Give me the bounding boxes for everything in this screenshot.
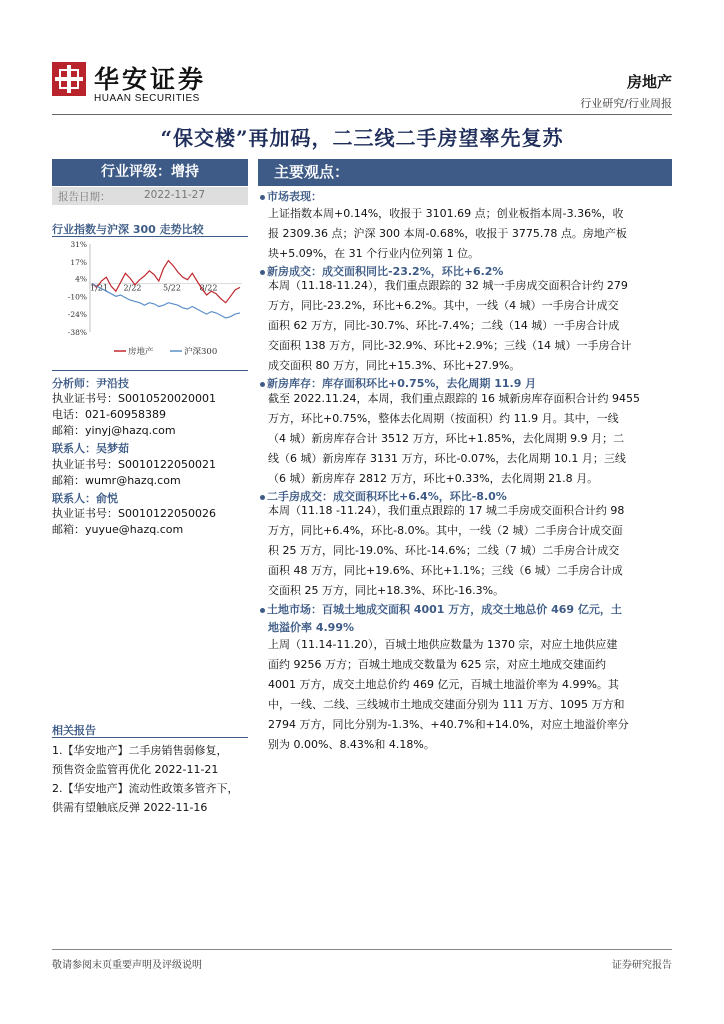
x-tick-label: 2/22 bbox=[123, 283, 142, 293]
section-newhome-body bbox=[268, 276, 672, 376]
section-resale-title-text: 二手房成交：成交面积环比+6.4%，环比-8.0% bbox=[267, 490, 507, 503]
body-line: （6 城）新房库存 2812 万方，环比+0.33%，去化周期 21.8 月。 bbox=[268, 472, 599, 485]
y-tick-label: -38% bbox=[67, 328, 87, 337]
report-type-label: 行业研究/行业周报 bbox=[580, 97, 672, 110]
body-line: 截至 2022.11.24，本周，我们重点跟踪的 16 城新房库存面积合计约 9455 bbox=[268, 392, 640, 405]
body-line: 面约 9256 万方；百城土地成交数量为 625 宗，对应土地成交建面约 bbox=[268, 658, 606, 671]
y-tick-label: 31% bbox=[70, 240, 87, 249]
index-comparison-chart bbox=[52, 236, 248, 366]
related-report-2-line1[interactable]: 2.【华安地产】流动性政策多管齐下， bbox=[52, 782, 239, 795]
footer-disclaimer: 敬请参阅末页重要声明及评级说明 bbox=[52, 960, 202, 971]
y-tick-label: -10% bbox=[67, 292, 87, 302]
analyst-phone: 电话：021-60958389 bbox=[52, 408, 166, 421]
section-market-title-text: 市场表现： bbox=[267, 190, 322, 203]
section-land-body bbox=[268, 635, 672, 755]
body-line: 万方，同比+6.4%，环比-8.0%。其中，一线（2 城）二手房合计成交面 bbox=[268, 524, 623, 537]
footer-divider bbox=[52, 949, 672, 950]
contact2-heading: 联系人：俞悦 bbox=[52, 492, 118, 505]
bullet-icon bbox=[260, 270, 265, 275]
contact2-info bbox=[52, 506, 216, 538]
related-reports-heading: 相关报告 bbox=[52, 724, 96, 737]
analyst-license: 执业证书号：S0010520020001 bbox=[52, 392, 216, 405]
body-line: 中，一线、二线、三线城市土地成交建面分别为 111 万方、1095 万方和 bbox=[268, 698, 625, 711]
analyst-email[interactable]: 邮箱：yinyj@hazq.com bbox=[52, 424, 176, 437]
body-line: 交面积 25 万方，同比+18.3%、环比-16.3%。 bbox=[268, 584, 505, 597]
chart-heading: 行业指数与沪深 300 走势比较 bbox=[52, 223, 204, 236]
body-line: 万方，环比+0.75%，整体去化周期（按面积）约 11.9 月。其中，一线 bbox=[268, 412, 619, 425]
body-line: 2794 万方，同比分别为-1.3%、+40.7%和+14.0%，对应土地溢价率分 bbox=[268, 718, 629, 731]
x-tick-label: 1/21 bbox=[90, 283, 108, 293]
section-newhome-title-text: 新房成交：成交面积同比-23.2%，环比+6.2% bbox=[267, 265, 504, 278]
section-land-title-text: 土地市场：百城土地成交面积 4001 万方，成交土地总价 469 亿元，土 bbox=[267, 603, 622, 616]
x-tick-label: 8/22 bbox=[199, 283, 218, 293]
report-date-value: 2022-11-27 bbox=[144, 189, 206, 201]
report-title: “保交楼”再加码，二三线二手房望率先复苏 bbox=[160, 126, 564, 150]
section-land-title bbox=[260, 601, 672, 637]
contact2-license: 执业证书号：S0010122050026 bbox=[52, 507, 216, 520]
body-line: 别为 0.00%、8.43%和 4.18%。 bbox=[268, 738, 435, 751]
analyst-divider bbox=[52, 370, 248, 371]
industry-rating: 行业评级：增持 bbox=[52, 159, 248, 186]
contact2-email[interactable]: 邮箱：yuyue@hazq.com bbox=[52, 523, 184, 536]
legend-label-0: 房地产 bbox=[128, 347, 154, 357]
bullet-icon bbox=[260, 195, 265, 200]
contact1-heading: 联系人：吴梦茹 bbox=[52, 442, 129, 455]
body-line: 成交面积 80 万方，同比+15.3%、环比+27.9%。 bbox=[268, 359, 521, 372]
bullet-icon bbox=[260, 495, 265, 500]
body-line: （4 城）新房库存合计 3512 万方，环比+1.85%，去化周期 9.9 月；二 bbox=[268, 432, 625, 445]
x-tick-label: 5/22 bbox=[162, 283, 181, 293]
series-line-0 bbox=[92, 261, 240, 303]
section-inventory-body bbox=[268, 389, 672, 489]
related-report-1-line1[interactable]: 1.【华安地产】二手房销售弱修复， bbox=[52, 744, 228, 757]
analyst-heading: 分析师：尹沿技 bbox=[52, 377, 129, 390]
legend-label-1: 沪深300 bbox=[184, 347, 218, 357]
body-line: 报 2309.36 点；沪深 300 本周-0.68%，收报于 3775.78 点。房地产板 bbox=[268, 227, 627, 240]
section-market-title bbox=[260, 188, 322, 204]
logo-mark-icon bbox=[52, 62, 86, 96]
bullet-icon bbox=[260, 382, 265, 387]
chart-svg bbox=[52, 236, 248, 366]
body-line: 4001 万方，成交土地总价约 469 亿元，百城土地溢价率为 4.99%。其 bbox=[268, 678, 619, 691]
analyst-info bbox=[52, 391, 216, 439]
y-tick-label: -24% bbox=[67, 310, 87, 320]
sector-label: 房地产 bbox=[626, 73, 672, 91]
body-line: 万方，同比-23.2%，环比+6.2%。其中，一线（4 城）一手房合计成交 bbox=[268, 299, 619, 312]
contact1-email[interactable]: 邮箱：wumr@hazq.com bbox=[52, 474, 181, 487]
section-inventory-title-text: 新房库存：库存面积环比+0.75%，去化周期 11.9 月 bbox=[267, 377, 537, 390]
footer-doc-type: 证券研究报告 bbox=[612, 960, 672, 971]
related-reports-divider bbox=[52, 737, 248, 738]
section-market-body bbox=[268, 204, 672, 264]
body-line: 块+5.09%，在 31 个行业内位列第 1 位。 bbox=[268, 247, 480, 260]
logo-text-en: HUAAN SECURITIES bbox=[94, 93, 200, 104]
body-line: 本周（11.18 -11.24），我们重点跟踪的 17 城二手房成交面积合计约 98 bbox=[268, 504, 625, 517]
related-report-2-line2[interactable]: 供需有望触底反弹 2022-11-16 bbox=[52, 801, 208, 814]
body-line: 线（6 城）新房库存 3131 万方，环比-0.07%，去化周期 10.1 月；三线 bbox=[268, 452, 626, 465]
y-tick-label: 4% bbox=[75, 274, 87, 284]
section-land-title-text-2: 地溢价率 4.99% bbox=[268, 621, 354, 634]
related-report-1-line2[interactable]: 预售资金监管再优化 2022-11-21 bbox=[52, 763, 219, 776]
header-divider bbox=[52, 114, 672, 115]
section-resale-body bbox=[268, 501, 672, 601]
key-points-heading: 主要观点： bbox=[258, 159, 672, 186]
body-line: 交面积 138 万方，同比-32.9%、环比+2.9%；三线（14 城）一手房合计 bbox=[268, 339, 632, 352]
report-date-bar bbox=[52, 187, 248, 205]
body-line: 本周（11.18-11.24），我们重点跟踪的 32 城一手房成交面积合计约 279 bbox=[268, 279, 628, 292]
contact1-license: 执业证书号：S0010122050021 bbox=[52, 458, 216, 471]
bullet-icon bbox=[260, 608, 265, 613]
body-line: 面积 62 万方，同比-30.7%、环比-7.4%；二线（14 城）一手房合计成 bbox=[268, 319, 620, 332]
body-line: 积 25 万方，同比-19.0%、环比-14.6%；二线（7 城）二手房合计成交 bbox=[268, 544, 620, 557]
related-reports-list bbox=[52, 741, 239, 817]
body-line: 上周（11.14-11.20），百城土地供应数量为 1370 宗，对应土地供应建 bbox=[268, 638, 618, 651]
body-line: 面积 48 万方，同比+19.6%、环比+1.1%；三线（6 城）二手房合计成 bbox=[268, 564, 623, 577]
report-date-label: 报告日期： bbox=[58, 191, 111, 203]
y-tick-label: 17% bbox=[70, 257, 87, 267]
body-line: 上证指数本周+0.14%，收报于 3101.69 点；创业板指本周-3.36%，收 bbox=[268, 207, 624, 220]
logo-text-cn: 华安证券 bbox=[94, 65, 207, 94]
contact1-info bbox=[52, 457, 216, 489]
